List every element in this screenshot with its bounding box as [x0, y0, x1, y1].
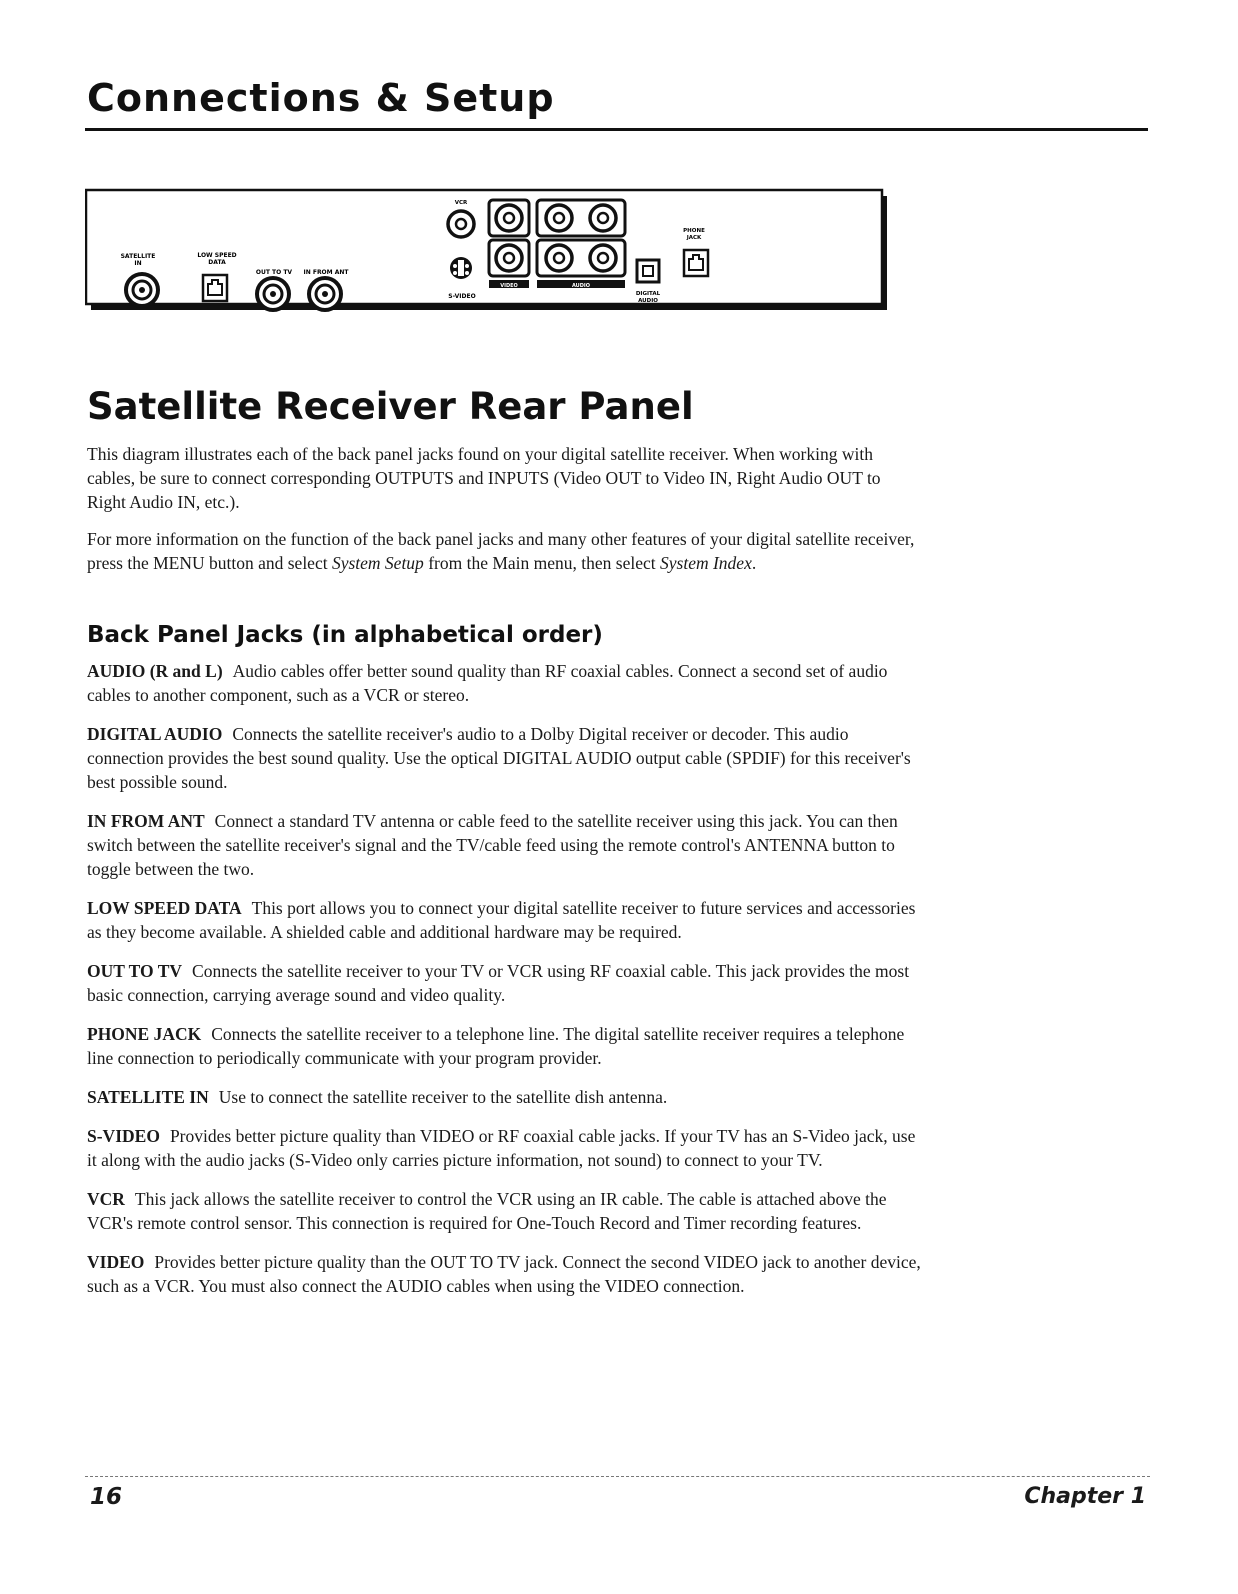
out-to-tv-label: OUT TO TV — [255, 269, 293, 276]
jack-term: LOW SPEED DATA — [87, 898, 242, 918]
low-speed-data-label: LOW SPEED — [197, 252, 237, 259]
jack-description: This port allows you to connect your digital satellite receiver to future services and accessories as they become available. A shielded cable and additional hardware may be required. — [87, 898, 916, 942]
chapter-label: Chapter 1 — [1024, 1484, 1146, 1509]
intro-text-c: . — [751, 553, 757, 573]
audio-jack-group — [537, 200, 625, 289]
in-from-ant-jack — [309, 278, 341, 310]
page-header-title: Connections & Setup — [87, 76, 555, 120]
vcr-label: VCR — [454, 200, 468, 206]
out-to-tv-jack — [257, 278, 289, 310]
jack-entry-digital-audio — [87, 722, 922, 794]
jack-description: Provides better picture quality than the OUT TO TV jack. Connect the second VIDEO jack to another device, such as a VCR. You must also connect the AUDIO cables when using the VIDEO connection. — [87, 1252, 921, 1296]
jack-description: Connect a standard TV antenna or cable feed to the satellite receiver using this jack. You can then switch between the satellite receiver's signal and the TV/cable feed using the remote control's ANTENNA button to toggle between the two. — [87, 811, 898, 879]
in-from-ant-label: IN FROM ANT — [303, 269, 349, 276]
jack-entry-phone-jack — [87, 1022, 922, 1070]
phone-jack-label-2: JACK — [686, 235, 702, 241]
satellite-in-label-2: IN — [134, 260, 142, 267]
digital-audio-jack — [637, 260, 659, 282]
header-rule — [85, 128, 1148, 131]
phone-jack-label: PHONE — [683, 228, 705, 234]
jack-entry-out-to-tv — [87, 959, 922, 1007]
footer-rule — [85, 1476, 1150, 1477]
jack-term: IN FROM ANT — [87, 811, 205, 831]
video-jack-group — [489, 200, 529, 289]
jack-description: Connects the satellite receiver's audio to a Dolby Digital receiver or decoder. This audio connection provides the best sound quality. Use the optical DIGITAL AUDIO output cable (SPDIF) for this receiver's best possible sound. — [87, 724, 911, 792]
jack-description: Use to connect the satellite receiver to the satellite dish antenna. — [218, 1087, 668, 1107]
section-title: Satellite Receiver Rear Panel — [87, 385, 694, 428]
jack-entry-video — [87, 1250, 922, 1298]
low-speed-data-jack — [203, 275, 227, 301]
jack-term: SATELLITE IN — [87, 1087, 209, 1107]
digital-audio-label: DIGITAL — [635, 291, 661, 297]
jack-term: AUDIO (R and L) — [87, 661, 223, 681]
jack-term: VCR — [87, 1189, 125, 1209]
low-speed-data-label-2: DATA — [208, 259, 226, 266]
system-setup-emphasis: System Setup — [331, 553, 424, 573]
intro-paragraph-2 — [87, 527, 922, 575]
jack-entry-in-from-ant — [87, 809, 922, 881]
intro-text-a: For more information on the function of the back panel jacks and many other features of your digital satellite receiver, press the MENU button and select — [87, 529, 915, 573]
rear-panel-diagram — [85, 188, 891, 314]
digital-audio-label-2: AUDIO — [638, 298, 658, 304]
jack-entry-vcr — [87, 1187, 922, 1235]
system-index-emphasis: System Index — [660, 553, 752, 573]
satellite-in-jack — [126, 274, 158, 306]
jack-description: Audio cables offer better sound quality than RF coaxial cables. Connect a second set of audio cables to another component, such as a VCR or stereo. — [87, 661, 888, 705]
jack-description: Connects the satellite receiver to your TV or VCR using RF coaxial cable. This jack provides the most basic connection, carrying average sound and video quality. — [87, 961, 910, 1005]
jacks-list — [87, 659, 922, 1313]
satellite-in-label: SATELLITE — [120, 253, 156, 260]
audio-label: AUDIO — [571, 283, 591, 289]
intro-text-b: from the Main menu, then select — [423, 553, 660, 573]
jack-description: Provides better picture quality than VIDEO or RF coaxial cable jacks. If your TV has an S-Video jack, use it along with the audio jacks (S-Video only carries picture information, not sound) to connect to your TV. — [87, 1126, 916, 1170]
video-label: VIDEO — [500, 283, 518, 289]
jack-entry-satellite-in — [87, 1085, 922, 1109]
vcr-jack — [448, 211, 474, 237]
s-video-jack — [450, 257, 472, 279]
jack-description: This jack allows the satellite receiver to control the VCR using an IR cable. The cable is attached above the VCR's remote control sensor. This connection is required for One-Touch Record and Timer recording features. — [87, 1189, 887, 1233]
subsection-title: Back Panel Jacks (in alphabetical order) — [87, 622, 603, 648]
jack-description: Connects the satellite receiver to a telephone line. The digital satellite receiver requires a telephone line connection to periodically communicate with your program provider. — [87, 1024, 905, 1068]
phone-jack — [684, 250, 708, 276]
page-number: 16 — [90, 1484, 123, 1510]
jack-term: OUT TO TV — [87, 961, 183, 981]
s-video-label: S-VIDEO — [448, 293, 476, 300]
jack-term: VIDEO — [87, 1252, 145, 1272]
jack-entry-low-speed-data — [87, 896, 922, 944]
jack-term: DIGITAL AUDIO — [87, 724, 223, 744]
jack-term: S-VIDEO — [87, 1126, 160, 1146]
jack-entry-audio — [87, 659, 922, 707]
jack-entry-s-video — [87, 1124, 922, 1172]
jack-term: PHONE JACK — [87, 1024, 202, 1044]
intro-paragraph-1: This diagram illustrates each of the back panel jacks found on your digital satellite receiver. When working with cables, be sure to connect corresponding OUTPUTS and INPUTS (Video OUT to Video IN, Right Audio OUT to Right Audio IN, etc.). — [87, 444, 881, 512]
